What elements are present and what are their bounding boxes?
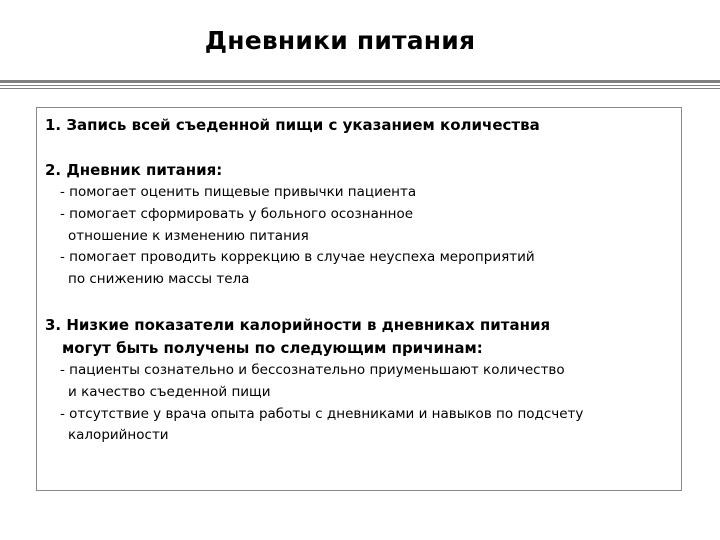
section-2-line: - помогает оценить пищевые привычки пациента: [60, 184, 417, 200]
section-3-heading: 3. Низкие показатели калорийности в дневниках питания: [45, 316, 551, 334]
section-2-line: - помогает проводить коррекцию в случае неуспеха мероприятий: [60, 249, 535, 265]
section-3-heading-continued: могут быть получены по следующим причинам:: [62, 339, 483, 357]
slide-title: Дневники питания: [204, 26, 476, 55]
section-2-heading: 2. Дневник питания:: [45, 161, 223, 179]
title-divider: [0, 80, 720, 91]
section-2-line: по снижению массы тела: [68, 271, 250, 287]
section-2-line: отношение к изменению питания: [68, 228, 309, 244]
section-1-heading: 1. Запись всей съеденной пищи с указанием количества: [45, 116, 540, 134]
section-3-line: - отсутствие у врача опыта работы с дневниками и навыков по подсчету: [60, 406, 584, 422]
section-3-line: калорийности: [68, 427, 169, 443]
section-3-line: и качество съеденной пищи: [68, 384, 271, 400]
section-2-line: - помогает сформировать у больного осознанное: [60, 206, 414, 222]
section-3-line: - пациенты сознательно и бессознательно приуменьшают количество: [60, 362, 565, 378]
